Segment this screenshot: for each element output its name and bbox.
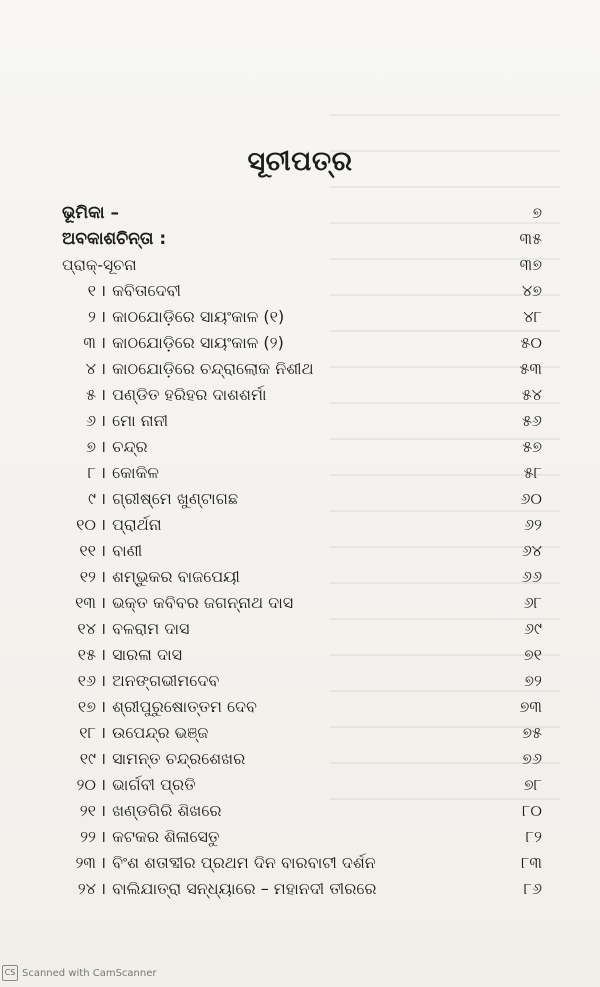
toc-entry-title: କାଠଯୋଡ଼ିରେ ସାୟଂକାଳ (୧) <box>112 307 285 326</box>
toc-entry-separator: । <box>100 749 107 768</box>
toc-entry <box>62 824 542 850</box>
toc-heading-row <box>62 226 542 252</box>
toc-entry-label <box>62 798 222 824</box>
table-of-contents <box>62 200 542 902</box>
toc-entry-separator: । <box>100 541 107 560</box>
toc-page-number: ୪୮ <box>523 307 542 326</box>
toc-entry-number: ୧୫ <box>77 645 96 664</box>
toc-entry-separator: । <box>100 437 107 456</box>
toc-entry-number: ୧୩ <box>75 593 96 612</box>
toc-entry <box>62 460 542 486</box>
toc-entry-title: କାଠଯୋଡ଼ିରେ ଚନ୍ଦ୍ରାଲୋକ ନିଶୀଥ <box>112 359 314 378</box>
toc-entry <box>62 434 542 460</box>
toc-entry-title: ବଳରାମ ଦାସ <box>112 619 190 638</box>
toc-heading-row <box>62 200 542 226</box>
toc-entry-number: ୨୦ <box>76 775 96 794</box>
toc-entry-number: ୨୨ <box>80 827 96 846</box>
toc-entry-title: ଭାର୍ଗବୀ ପ୍ରତି <box>112 775 196 794</box>
toc-entry-label <box>62 460 159 486</box>
toc-entry-separator: । <box>100 853 107 872</box>
toc-entry-number: ୯ <box>88 489 96 508</box>
toc-entry-title: କାଠଯୋଡ଼ିରେ ସାୟଂକାଳ (୨) <box>112 333 284 352</box>
toc-entry-title: ସାମନ୍ତ ଚନ୍ଦ୍ରଶେଖର <box>112 749 246 768</box>
camscanner-icon: CS <box>2 965 18 981</box>
toc-entry-label <box>62 590 293 616</box>
toc-entry-label <box>62 330 284 356</box>
toc-entry <box>62 304 542 330</box>
toc-entry-separator: । <box>100 359 107 378</box>
toc-entry <box>62 486 542 512</box>
toc-entry <box>62 278 542 304</box>
toc-entry-label <box>62 564 240 590</box>
toc-entry-title: ଉପେନ୍ଦ୍ର ଭଞ୍ଜ <box>112 723 209 742</box>
toc-entry-title: ପଣ୍ଡିତ ହରିହର ଦାଶଶର୍ମା <box>112 385 267 404</box>
toc-entry-label <box>62 824 219 850</box>
toc-entry <box>62 564 542 590</box>
toc-entry-number: ୧୯ <box>79 749 96 768</box>
toc-entry-label <box>62 512 162 538</box>
toc-entry-title: ପ୍ରାର୍ଥନା <box>112 515 162 534</box>
toc-entry-separator: । <box>100 879 107 898</box>
toc-entry-title: ଶମ୍ଭୁକର ବାଜପେୟୀ <box>112 567 240 586</box>
toc-entry-separator: । <box>100 723 107 742</box>
toc-entry-number: ୬ <box>85 411 96 430</box>
toc-page-number: ୮୩ <box>521 853 542 872</box>
toc-entry <box>62 512 542 538</box>
toc-entry <box>62 876 542 902</box>
toc-entry <box>62 356 542 382</box>
toc-entry-label <box>62 850 376 876</box>
toc-page-number: ୭୩ <box>519 697 542 716</box>
toc-entry-label <box>62 616 189 642</box>
toc-entry <box>62 668 542 694</box>
toc-entry-label <box>62 668 219 694</box>
toc-entry-title: ଶ୍ରୀପୁରୁଷୋତ୍ତମ ଦେବ <box>112 697 257 716</box>
toc-entry-label <box>62 538 142 564</box>
toc-entry-title: ସାରଳା ଦାସ <box>112 645 183 664</box>
toc-entry <box>62 720 542 746</box>
toc-entry-title: ଚନ୍ଦ୍ର <box>112 437 148 456</box>
toc-page-number: ୬୪ <box>521 541 542 560</box>
toc-entry-title: ଖଣ୍ଡଗିରି ଶିଖରେ <box>112 801 222 820</box>
toc-heading-label: ଭୂମିକା – <box>62 203 119 223</box>
toc-entry-title: ଗ୍ରୀଷ୍ମେ ଖୁଣ୍ଟାଗଛ <box>112 489 239 508</box>
toc-page-number: ୭୧ <box>523 645 542 664</box>
toc-entry <box>62 746 542 772</box>
toc-entry-number: ୧୭ <box>77 697 96 716</box>
toc-entry-number: ୨୩ <box>75 853 96 872</box>
toc-entry-separator: । <box>100 489 107 508</box>
toc-entry-label <box>62 694 257 720</box>
toc-heading-label: ଅବକାଶଚିନ୍ତା : <box>62 229 167 249</box>
toc-entry-separator: । <box>100 801 107 820</box>
toc-entry <box>62 798 542 824</box>
toc-entry-separator: । <box>100 697 107 716</box>
toc-entry-separator: । <box>100 411 107 430</box>
toc-page-number: ୭୮ <box>523 775 542 794</box>
toc-entry-number: ୨ <box>88 307 96 326</box>
toc-entry-separator: । <box>100 333 107 352</box>
toc-entry-number: ୩ <box>83 333 96 352</box>
toc-entry <box>62 850 542 876</box>
toc-entry-number: ୧୪ <box>77 619 96 638</box>
toc-page-number: ୮୨ <box>525 827 542 846</box>
toc-entry-number: ୮ <box>87 463 96 482</box>
toc-entry-title: କବିତାଦେବୀ <box>112 281 181 300</box>
toc-entry-separator: । <box>100 281 107 300</box>
toc-entry-label <box>62 304 284 330</box>
toc-entry <box>62 616 542 642</box>
toc-page-number: ୩୭ <box>519 255 542 274</box>
toc-page-number: ୭୫ <box>522 723 542 742</box>
toc-page-number: ୫୬ <box>521 411 542 430</box>
toc-entry-separator: । <box>100 385 107 404</box>
toc-page-number: ୫୪ <box>521 385 542 404</box>
toc-entry-number: ୪ <box>85 359 96 378</box>
toc-page-number: ୮୦ <box>522 801 542 820</box>
toc-entry-label <box>62 434 148 460</box>
toc-entry <box>62 590 542 616</box>
toc-entry-number: ୨୧ <box>79 801 96 820</box>
page-title: ସୂଚୀପତ୍ର <box>247 146 353 177</box>
toc-entry-separator: । <box>100 515 107 534</box>
toc-page-number: ୬୨ <box>523 515 542 534</box>
toc-entry-title: କଟକର ଶିଳାସେତୁ <box>112 827 220 846</box>
toc-entry-separator: । <box>100 645 107 664</box>
toc-entry-label <box>62 642 182 668</box>
toc-page-number: ୫୭ <box>522 437 542 456</box>
toc-entry-separator: । <box>100 307 107 326</box>
toc-entry-separator: । <box>100 671 107 690</box>
toc-entry <box>62 330 542 356</box>
toc-entry <box>62 382 542 408</box>
toc-entry-label <box>62 278 181 304</box>
toc-entry-title: ଭକ୍ତ କବିବର ଜଗନ୍ନାଥ ଦାସ <box>112 593 294 612</box>
toc-page-number: ୫୦ <box>520 333 542 352</box>
toc-entry <box>62 694 542 720</box>
toc-entry-title: ବାଲିଯାତ୍ରା ସନ୍ଧ୍ୟାରେ – ମହାନଦୀ ତୀରରେ <box>112 879 377 898</box>
toc-entry-number: ୧୧ <box>79 541 96 560</box>
toc-entry-title: ବିଂଶ ଶତାବ୍ଦୀର ପ୍ରଥମ ଦିନ ବାରବାଟୀ ଦର୍ଶନ <box>112 853 376 872</box>
toc-page-number: ୫୩ <box>519 359 542 378</box>
toc-page-number: ୬୯ <box>523 619 542 638</box>
toc-entry-number: ୧୨ <box>79 567 96 586</box>
toc-entry-label <box>62 746 245 772</box>
toc-entry-separator: । <box>100 593 107 612</box>
toc-entry-number: ୫ <box>86 385 96 404</box>
toc-entry <box>62 408 542 434</box>
toc-entry-number: ୨୪ <box>77 879 96 898</box>
toc-page-number: ୬୦ <box>520 489 542 508</box>
toc-entry-label <box>62 382 267 408</box>
toc-entry-label <box>62 876 377 902</box>
toc-entry-separator: । <box>100 463 107 482</box>
toc-heading-row <box>62 252 542 278</box>
scanner-watermark <box>2 965 157 981</box>
toc-page-number: ୭ <box>532 203 542 222</box>
toc-entry-title: ବାଣୀ <box>112 541 143 560</box>
toc-entry-label <box>62 408 168 434</box>
toc-page-number: ୭୬ <box>522 749 542 768</box>
toc-page-number: ୩୫ <box>519 229 542 248</box>
toc-entry-title: ମୋ ନାନୀ <box>112 411 169 430</box>
toc-entry-separator: । <box>100 827 107 846</box>
toc-entry-label <box>62 720 208 746</box>
toc-page-number: ୫୮ <box>523 463 542 482</box>
toc-page-number: ୭୨ <box>524 671 542 690</box>
toc-page-number: ୮୬ <box>523 879 542 898</box>
toc-entry <box>62 642 542 668</box>
toc-entry <box>62 772 542 798</box>
toc-entry-label <box>62 772 196 798</box>
toc-entry-number: ୧୮ <box>79 723 96 742</box>
toc-page-number: ୪୭ <box>521 281 542 300</box>
toc-entry-label <box>62 356 314 382</box>
toc-page-number: ୬୮ <box>523 593 542 612</box>
toc-page-number: ୬୬ <box>521 567 542 586</box>
toc-entry-title: କୋକିଳ <box>112 463 159 482</box>
toc-entry-number: ୧ <box>87 281 96 300</box>
toc-entry-title: ଅନଙ୍ଗଭୀମଦେବ <box>112 671 220 690</box>
toc-entry-number: ୧୬ <box>77 671 96 690</box>
toc-entry-separator: । <box>100 775 107 794</box>
toc-entry <box>62 538 542 564</box>
toc-entry-separator: । <box>100 567 107 586</box>
toc-entry-number: ୭ <box>86 437 96 456</box>
toc-heading-label: ପ୍ରାକ୍-ସୂଚନା <box>62 256 137 274</box>
toc-entry-separator: । <box>100 619 107 638</box>
toc-entry-number: ୧୦ <box>76 515 96 534</box>
scanner-watermark-text: Scanned with CamScanner <box>22 967 157 979</box>
toc-entry-label <box>62 486 238 512</box>
